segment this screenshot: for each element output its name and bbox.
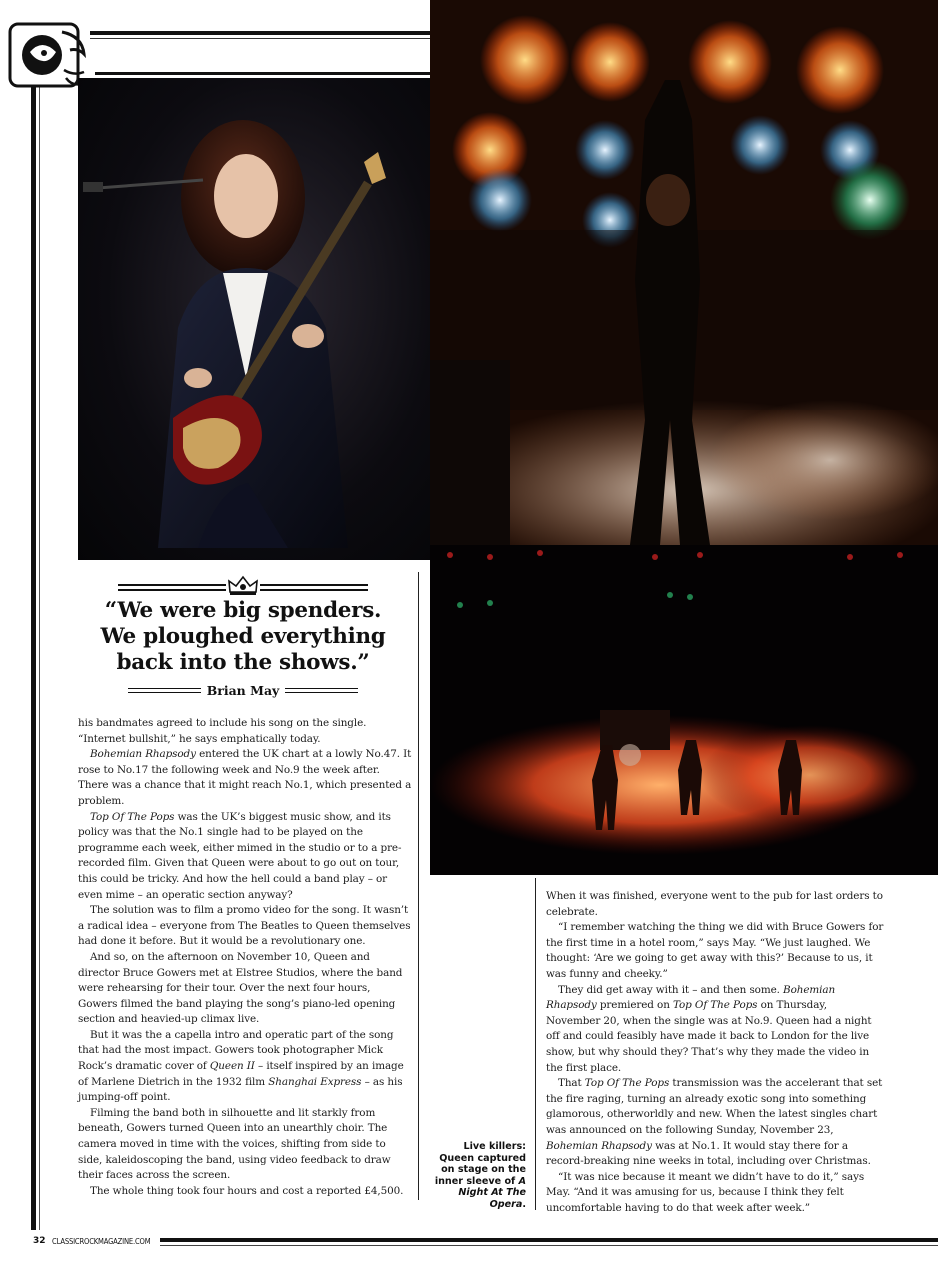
pull-quote-line-2: We ploughed everything xyxy=(100,624,386,649)
site-url: CLASSICROCKMAGAZINE.COM xyxy=(52,1237,151,1246)
italic-title: Top Of The Pops xyxy=(584,1077,670,1090)
paragraph: his bandmates agreed to include his song on the single. “Internet bullshit,” he says emphatically today. xyxy=(78,717,367,745)
paragraph xyxy=(546,1076,884,1170)
footer-rule xyxy=(160,1238,938,1242)
italic-title: Shanghai Express xyxy=(268,1075,362,1088)
paragraph: “It was nice because it meant we didn’t have to do it,” says May. “And it was amusing for us, because I think they felt uncomfortable having to do that week after week.” xyxy=(546,1170,865,1214)
header-rule-thin xyxy=(90,38,430,39)
photo-singer-stage-lights xyxy=(430,0,938,545)
paragraph-text: on Thursday, November 20, when the single was at No.9. Queen had a night off and could feasibly have made it back to London for the live show, but why should they? That’s why they made the video in the first place. xyxy=(546,999,872,1074)
paragraph-text: entered the UK chart at a lowly No.47. It rose to No.17 the following week and No.9 the week after. There was a chance that it might reach No.1, which presented a problem. xyxy=(78,748,412,807)
caption-divider xyxy=(535,878,536,1210)
crown-icon xyxy=(226,574,260,596)
paragraph: When it was finished, everyone went to the pub for last orders to celebrate. xyxy=(546,890,883,918)
header-rule-lower xyxy=(95,72,430,75)
paragraph: The solution was to film a promo video for the song. It wasn’t a radical idea – everyone from The Beatles to Queen themselves had done it before. But it would be a revolutionary one. xyxy=(78,904,411,948)
paragraph-text: premiered on xyxy=(596,999,673,1012)
paragraph-text: – as his jumping-off point. xyxy=(78,1075,403,1104)
paragraph-text: was at No.1. It would stay there for a record-breaking nine weeks in total, including over Christmas. xyxy=(546,1139,871,1168)
paragraph-text: They did get away with it – and then some. xyxy=(558,983,784,996)
pull-quote-attribution-row xyxy=(128,681,358,699)
pull-quote-line-3: back into the shows.” xyxy=(116,650,370,675)
paragraph xyxy=(546,983,884,1077)
caption-italic-title: A Night At The Opera xyxy=(458,1175,526,1210)
caption-end: . xyxy=(522,1198,526,1210)
column-divider xyxy=(418,572,419,1200)
paragraph: And so, on the afternoon on November 10, Queen and director Bruce Gowers met at Elstree Studios, where the band were rehearsing for their tour. Over the next four hours, Gowers filmed the band playing the song’s piano-led opening section and heavied-up climax live. xyxy=(78,950,403,1026)
paragraph-text: transmission was the accelerant that set the fire raging, turning an already exotic song into something glamorous, otherworldly and new. When the latest singles chart was announced on the following Sunday, November 23, xyxy=(546,1077,883,1136)
body-column-right xyxy=(546,889,884,1216)
pull-quote-rule-left xyxy=(118,584,226,591)
pull-quote-line-1: “We were big spenders. xyxy=(104,598,382,623)
band-smoke-illustration xyxy=(430,545,938,875)
paragraph: “I remember watching the thing we did with Bruce Gowers for the first time in a hotel room,” says May. “We just laughed. We thought: ‘Are we going to get away with this?’ Because to us, it was funny and cheeky.” xyxy=(546,921,884,980)
paragraph: The whole thing took four hours and cost a reported £4,500. xyxy=(90,1184,404,1197)
paragraph: Filming the band both in silhouette and lit starkly from beneath, Gowers turned Queen into an unearthly choir. The camera moved in time with the voices, shifting from side to side, kaleidoscoping the band, using video feedback to draw their faces across the screen. xyxy=(78,1106,391,1182)
italic-title: Queen II xyxy=(209,1060,255,1073)
paragraph-text: But it was the a capella intro and operatic part of the song that had the most impact. Gowers took photographer Mick Rock’s dramatic cover of xyxy=(78,1028,394,1073)
pull-quote-attribution: Brian May xyxy=(206,682,280,698)
italic-title: Top Of The Pops xyxy=(673,999,758,1012)
paragraph xyxy=(78,1028,412,1106)
attribution-rule-left xyxy=(128,688,201,693)
paragraph-text: That xyxy=(558,1077,585,1090)
italic-title: Bohemian Rhapsody xyxy=(546,983,836,1012)
paragraph-text: – itself inspired by an image of Marlene Dietrich in the 1932 film xyxy=(78,1060,404,1088)
pull-quote xyxy=(80,598,406,676)
photo-bass-player xyxy=(78,78,430,560)
attribution-rule-right xyxy=(285,688,358,693)
caption-text: Live killers: Queen captured on stage on the inner sleeve of xyxy=(434,1141,526,1187)
italic-title: Top Of The Pops xyxy=(90,810,175,823)
italic-title: Bohemian Rhapsody xyxy=(90,748,196,761)
stage-lights-illustration xyxy=(430,0,938,545)
paragraph xyxy=(78,747,412,809)
pull-quote-rule-right xyxy=(260,584,368,591)
paragraph xyxy=(78,810,412,904)
paragraph-text: was the UK’s biggest music show, and its policy was that the No.1 single had to be played on the programme each week, either mimed in the studio or to a pre-recorded film. Given that Queen were about to go out on tour, this could be tricky. And how the hell could a band play – or even mime – an operatic section anyway? xyxy=(78,810,402,901)
italic-title: Bohemian Rhapsody xyxy=(546,1139,652,1152)
page-border-left xyxy=(31,80,36,1230)
footer-rule-thin xyxy=(160,1245,938,1246)
photo-caption xyxy=(426,1141,526,1211)
bass-player-illustration xyxy=(78,78,430,560)
page-border-left-inner xyxy=(39,80,40,1230)
body-column-left xyxy=(78,716,412,1199)
header-rule xyxy=(90,31,430,35)
page-number: 32 xyxy=(33,1236,46,1246)
photo-band-smoke-stage xyxy=(430,545,938,875)
